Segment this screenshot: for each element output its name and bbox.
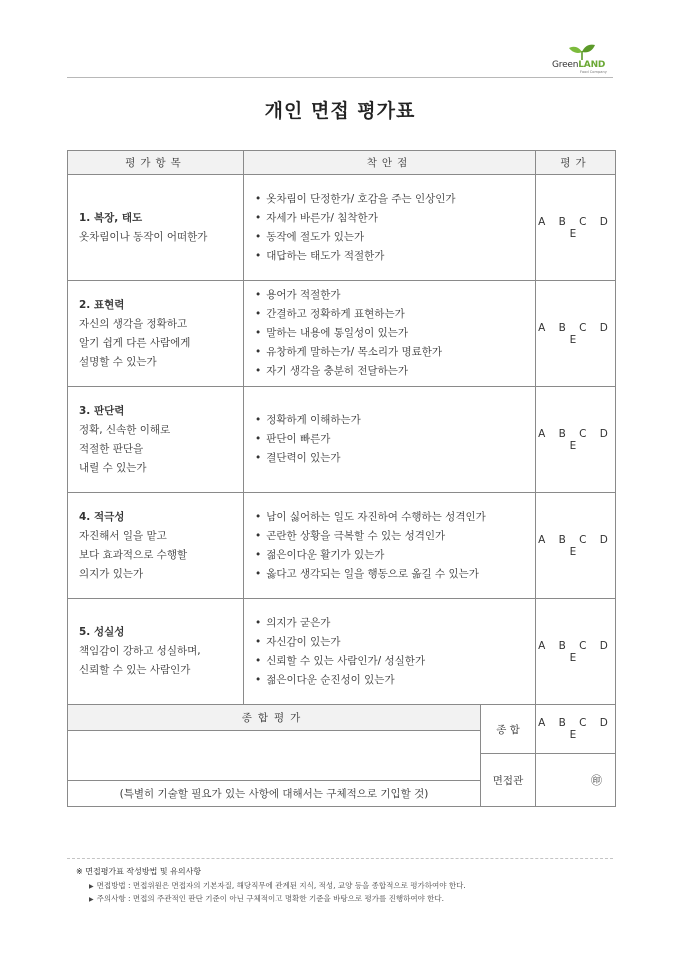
header-grade: 평가 <box>536 151 616 175</box>
bottom-divider <box>67 858 613 859</box>
summary-note: (특별히 기술할 필요가 있는 사항에 대해서는 구체적으로 기입할 것) <box>68 781 481 807</box>
point-item: • 젊은이다운 활기가 있는가 <box>255 546 535 565</box>
top-divider <box>67 77 613 78</box>
point-item: • 남이 싫어하는 일도 자진하여 수행하는 성격인가 <box>255 508 535 527</box>
point-item: • 젊은이다운 순진성이 있는가 <box>255 671 535 690</box>
criteria-desc: 옷차림이나 동작이 어떠한가 <box>79 230 208 243</box>
total-grade[interactable]: A B C D E <box>536 705 616 754</box>
point-item: • 의지가 굳은가 <box>255 614 535 633</box>
criteria-grade[interactable]: A B C D E <box>536 493 616 599</box>
interviewer-label: 면접관 <box>481 754 536 807</box>
criteria-title: 3. 판단력 <box>79 404 125 417</box>
criteria-desc: 자신의 생각을 정확하고 <box>79 317 188 330</box>
criteria-item <box>68 281 244 387</box>
point-item: • 옷차림이 단정한가/ 호감을 주는 인상인가 <box>255 190 535 209</box>
criteria-desc: 설명할 수 있는가 <box>79 355 157 368</box>
table-header-row <box>68 151 616 175</box>
criteria-desc: 보다 효과적으로 수행할 <box>79 548 188 561</box>
criteria-desc: 정확, 신속한 이해로 <box>79 423 171 436</box>
criteria-desc: 의지가 있는가 <box>79 567 144 580</box>
footer-title: ※ 면접평가표 작성방법 및 유의사항 <box>76 867 202 876</box>
point-item: • 자세가 바른가/ 침착한가 <box>255 209 535 228</box>
criteria-item <box>68 387 244 493</box>
header-points: 착안점 <box>244 151 536 175</box>
criteria-title: 5. 성실성 <box>79 626 125 638</box>
interviewer-signature-cell[interactable] <box>536 754 616 807</box>
criteria-grade[interactable]: A B C D E <box>536 387 616 493</box>
point-item: • 용어가 적절한가 <box>255 286 535 305</box>
total-label: 종 합 <box>481 705 536 754</box>
criteria-title: 4. 적극성 <box>79 510 125 523</box>
summary-header-row <box>68 705 616 731</box>
point-item: • 유창하게 말하는가/ 목소리가 명료한가 <box>255 343 535 362</box>
criteria-desc: 내릴 수 있는가 <box>79 461 147 474</box>
logo-wordmark: GreenLAND <box>552 60 606 70</box>
criteria-points <box>244 175 536 281</box>
criteria-points <box>244 387 536 493</box>
criteria-points <box>244 281 536 387</box>
criteria-title: 1. 복장, 태도 <box>79 211 143 224</box>
criteria-points <box>244 599 536 705</box>
criteria-grade[interactable]: A B C D E <box>536 599 616 705</box>
criteria-points <box>244 493 536 599</box>
criteria-title: 2. 표현력 <box>79 298 125 311</box>
point-item: • 간결하고 정확하게 표현하는가 <box>255 305 535 324</box>
sprout-icon <box>569 44 595 60</box>
evaluation-table <box>67 150 616 807</box>
criteria-grade[interactable]: A B C D E <box>536 175 616 281</box>
criteria-item <box>68 493 244 599</box>
criteria-row <box>68 175 616 281</box>
point-item: • 대답하는 태도가 적절한가 <box>255 247 535 266</box>
company-logo <box>552 44 614 76</box>
criteria-desc: 책임감이 강하고 성실하며, <box>79 645 201 657</box>
triangle-bullet-icon: ▶ <box>89 883 94 890</box>
criteria-item <box>68 599 244 705</box>
point-item: • 자신감이 있는가 <box>255 633 535 652</box>
criteria-item <box>68 175 244 281</box>
criteria-row <box>68 599 616 705</box>
point-item: • 말하는 내용에 통일성이 있는가 <box>255 324 535 343</box>
criteria-row <box>68 493 616 599</box>
criteria-desc: 자진해서 일을 맡고 <box>79 529 167 542</box>
point-item: • 정확하게 이해하는가 <box>255 411 535 430</box>
page-title: 개인 면접 평가표 <box>264 100 416 122</box>
logo-subtitle: Food Company <box>580 70 607 74</box>
criteria-desc: 알기 쉽게 다른 사람에게 <box>79 336 191 349</box>
criteria-grade[interactable]: A B C D E <box>536 281 616 387</box>
footer-line: ▶ 면접방법 : 면접위원은 면접자의 기본자질, 해당직무에 관계된 지식, 적성, 교양 등을 종합적으로 평가하여야 한다. <box>89 881 466 890</box>
point-item: • 동작에 절도가 있는가 <box>255 228 535 247</box>
criteria-desc: 적절한 판단을 <box>79 442 144 455</box>
triangle-bullet-icon: ▶ <box>89 896 94 903</box>
criteria-desc: 신뢰할 수 있는 사람인가 <box>79 664 191 676</box>
header-item: 평가항목 <box>68 151 244 175</box>
point-item: • 결단력이 있는가 <box>255 449 535 468</box>
point-item: • 신뢰할 수 있는 사람인가/ 성실한가 <box>255 652 535 671</box>
criteria-row <box>68 281 616 387</box>
summary-writing-area[interactable] <box>68 731 481 781</box>
summary-header: 종합평가 <box>68 705 481 731</box>
seal-mark: ㊞ <box>591 774 602 787</box>
point-item: • 자기 생각을 충분히 전달하는가 <box>255 362 535 381</box>
criteria-row <box>68 387 616 493</box>
point-item: • 곤란한 상황을 극복할 수 있는 성격인가 <box>255 527 535 546</box>
point-item: • 판단이 빠른가 <box>255 430 535 449</box>
point-item: • 옳다고 생각되는 일을 행동으로 옮길 수 있는가 <box>255 565 535 584</box>
footer-line: ▶ 주의사항 : 면접의 주관적인 판단 기준이 아닌 구체적이고 명확한 기준을 바탕으로 평가를 진행하여야 한다. <box>89 894 445 903</box>
